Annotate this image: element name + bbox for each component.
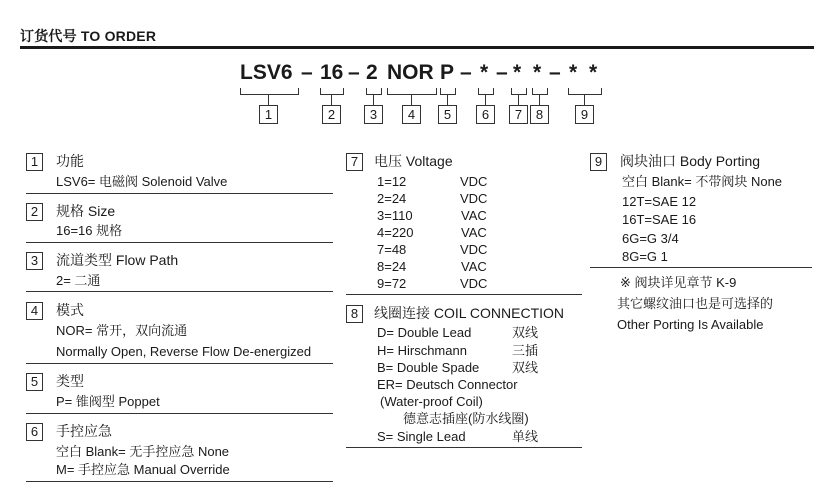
section-number: 2 <box>26 203 43 221</box>
code-dash: – <box>496 61 508 84</box>
section-number: 4 <box>26 302 43 320</box>
voltage-type: VDC <box>460 174 488 189</box>
voltage-type: VAC <box>461 259 487 274</box>
section-title: 模式 <box>56 302 84 318</box>
porting-option: 8G=G 1 <box>622 249 668 264</box>
stem-5 <box>447 94 448 105</box>
section-number: 6 <box>26 423 43 441</box>
section-title: 阀块油口 Body Porting <box>620 153 761 169</box>
section-number: 1 <box>26 153 43 171</box>
section-line: M= 手控应急 Manual Override <box>56 462 230 477</box>
voltage-type: VAC <box>461 225 487 240</box>
position-box-3: 3 <box>364 105 383 124</box>
section-line: P= 锥阀型 Poppet <box>56 394 160 409</box>
stem-2 <box>331 94 332 105</box>
position-box-2: 2 <box>322 105 341 124</box>
section-line: 2= 二通 <box>56 273 101 288</box>
coil-option: H= Hirschmann <box>377 343 467 358</box>
position-box-5: 5 <box>438 105 457 124</box>
position-box-9: 9 <box>575 105 594 124</box>
porting-option: 空白 Blank= 不带阀块 None <box>622 174 783 189</box>
code-part-type: P <box>440 61 455 84</box>
stem-7 <box>518 94 519 105</box>
section-number: 8 <box>346 305 363 323</box>
code-dash: – <box>348 61 360 84</box>
section-number: 5 <box>26 373 43 391</box>
code-part-mode: NOR <box>387 61 434 84</box>
voltage-code: 1=12 <box>377 174 407 189</box>
section-divider <box>346 447 582 448</box>
section-number: 7 <box>346 153 363 171</box>
section-divider <box>26 193 333 194</box>
voltage-code: 4=220 <box>377 225 414 240</box>
porting-note: 其它螺纹油口也是可选择的 <box>617 296 774 311</box>
code-part-coil: * <box>533 61 542 84</box>
code-dash: – <box>301 61 313 84</box>
section-title: 电压 Voltage <box>374 153 453 169</box>
section-divider <box>26 291 333 292</box>
section-line: Normally Open, Reverse Flow De-energized <box>56 344 312 359</box>
section-divider <box>346 294 582 295</box>
position-box-6: 6 <box>476 105 495 124</box>
section-divider <box>26 481 333 482</box>
section-title: 线圈连接 COIL CONNECTION <box>374 305 565 321</box>
page-title: 订货代号 TO ORDER <box>20 28 157 44</box>
section-divider <box>26 363 333 364</box>
coil-option-cn: 双线 <box>512 360 539 375</box>
code-part-flow: 2 <box>366 61 378 84</box>
stem-6 <box>485 94 486 105</box>
section-title: 手控应急 <box>56 423 112 439</box>
position-box-7: 7 <box>509 105 528 124</box>
porting-option: 16T=SAE 16 <box>622 212 697 227</box>
coil-option-detail: 德意志插座(防水线圈) <box>403 411 529 426</box>
coil-option-cn: 双线 <box>512 325 539 340</box>
section-title: 功能 <box>56 153 84 169</box>
stem-1 <box>268 94 269 105</box>
porting-option: 12T=SAE 12 <box>622 194 697 209</box>
section-divider <box>26 242 333 243</box>
section-line: NOR= 常开，双向流通 <box>56 323 188 338</box>
code-part-port-a: * <box>569 61 578 84</box>
section-divider <box>26 413 333 414</box>
coil-option: ER= Deutsch Connector <box>377 377 518 392</box>
porting-option: 6G=G 3/4 <box>622 231 679 246</box>
voltage-code: 2=24 <box>377 191 407 206</box>
section-number: 9 <box>590 153 607 171</box>
section-line: LSV6= 电磁阀 Solenoid Valve <box>56 174 228 189</box>
coil-option-cn: 单线 <box>512 429 539 444</box>
title-divider <box>20 46 814 49</box>
code-dash: – <box>549 61 561 84</box>
coil-option: S= Single Lead <box>377 429 466 444</box>
position-box-8: 8 <box>530 105 549 124</box>
code-part-size: 16 <box>320 61 344 84</box>
section-line: 空白 Blank= 无手控应急 None <box>56 444 230 459</box>
voltage-type: VDC <box>460 276 488 291</box>
code-part-voltage: * <box>513 61 522 84</box>
position-box-4: 4 <box>402 105 421 124</box>
stem-8 <box>539 94 540 105</box>
position-box-1: 1 <box>259 105 278 124</box>
coil-option: B= Double Spade <box>377 360 480 375</box>
voltage-code: 8=24 <box>377 259 407 274</box>
code-dash: – <box>460 61 472 84</box>
bracket-1 <box>240 88 299 95</box>
voltage-code: 7=48 <box>377 242 407 257</box>
voltage-type: VDC <box>460 242 488 257</box>
code-part-port-b: * <box>589 61 598 84</box>
porting-note: ※ 阀块详见章节 K-9 <box>620 275 737 290</box>
coil-option: D= Double Lead <box>377 325 472 340</box>
coil-option-detail: (Water-proof Coil) <box>380 394 483 409</box>
coil-option-cn: 三插 <box>512 343 539 358</box>
section-title: 流道类型 Flow Path <box>56 252 179 268</box>
stem-9 <box>584 94 585 105</box>
section-divider <box>590 267 812 268</box>
voltage-code: 9=72 <box>377 276 407 291</box>
section-title: 类型 <box>56 373 84 389</box>
section-number: 3 <box>26 252 43 270</box>
stem-4 <box>411 94 412 105</box>
porting-note: Other Porting Is Available <box>617 317 764 332</box>
voltage-code: 3=110 <box>377 208 413 223</box>
stem-3 <box>373 94 374 105</box>
code-part-override: * <box>480 61 489 84</box>
voltage-type: VDC <box>460 191 488 206</box>
section-title: 规格 Size <box>56 203 116 219</box>
section-line: 16=16 规格 <box>56 223 123 238</box>
voltage-type: VAC <box>461 208 487 223</box>
code-part-series: LSV6 <box>240 61 293 84</box>
